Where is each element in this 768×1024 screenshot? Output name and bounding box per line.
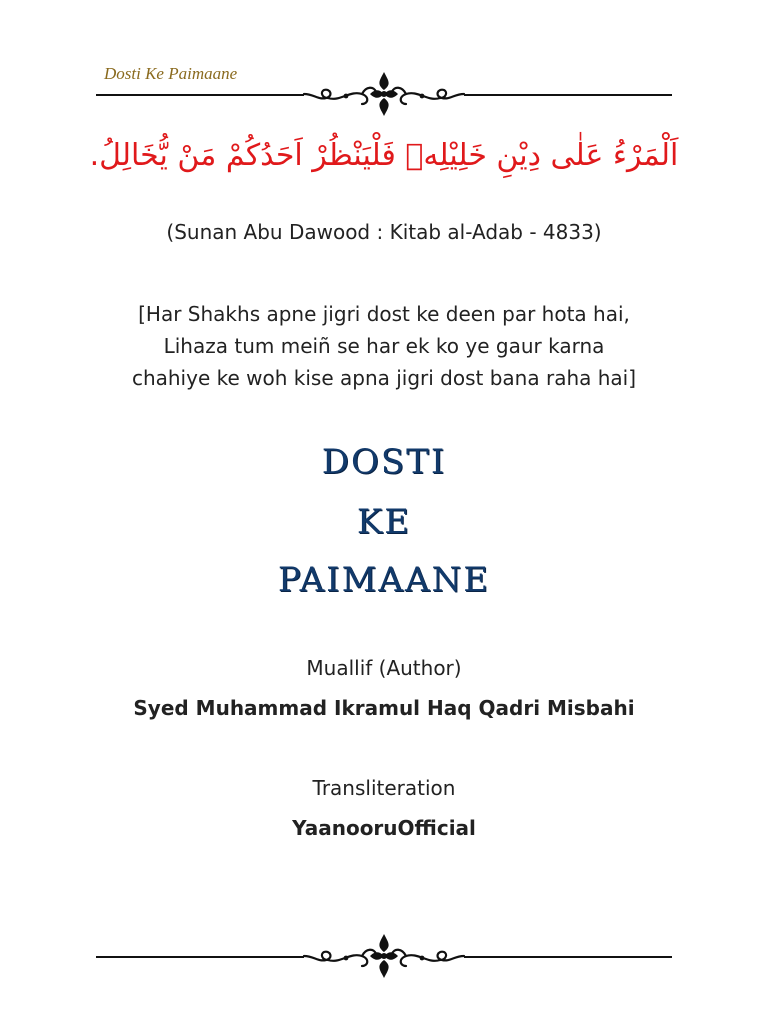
author-name: Syed Muhammad Ikramul Haq Qadri Misbahi: [133, 696, 635, 720]
book-title-line-2: KE: [356, 502, 412, 542]
hadith-translation: [0, 298, 768, 394]
book-title-line-1: DOSTI: [321, 442, 447, 482]
header-title: Dosti Ke Paimaane: [104, 64, 238, 83]
floral-divider-icon: [300, 930, 468, 986]
floral-divider-icon: [300, 68, 468, 124]
transliteration-name: YaanooruOfficial: [292, 816, 476, 840]
footer-rule-left: [96, 956, 304, 958]
translation-line: Lihaza tum meiñ se har ek ko ye gaur karna: [163, 334, 605, 358]
transliteration-label: Transliteration: [312, 776, 456, 800]
book-title-line-3: PAIMAANE: [277, 560, 491, 600]
translation-line: chahiye ke woh kise apna jigri dost bana raha hai]: [131, 366, 637, 390]
page-header: [0, 0, 768, 110]
header-rule-left: [96, 94, 304, 96]
hadith-reference: (Sunan Abu Dawood : Kitab al-Adab - 4833): [166, 220, 602, 244]
author-label: Muallif (Author): [306, 656, 462, 680]
footer-rule-right: [464, 956, 672, 958]
translation-line: [Har Shakhs apne jigri dost ke deen par hota hai,: [138, 302, 630, 326]
header-rule-right: [464, 94, 672, 96]
hadith-arabic-text: اَلْمَرْءُ عَلٰى دِيْنِ خَلِيْلِهٖ فَلْيَنْظُرْ اَحَدُكُمْ مَنْ يُّخَالِلُ.: [89, 138, 679, 173]
